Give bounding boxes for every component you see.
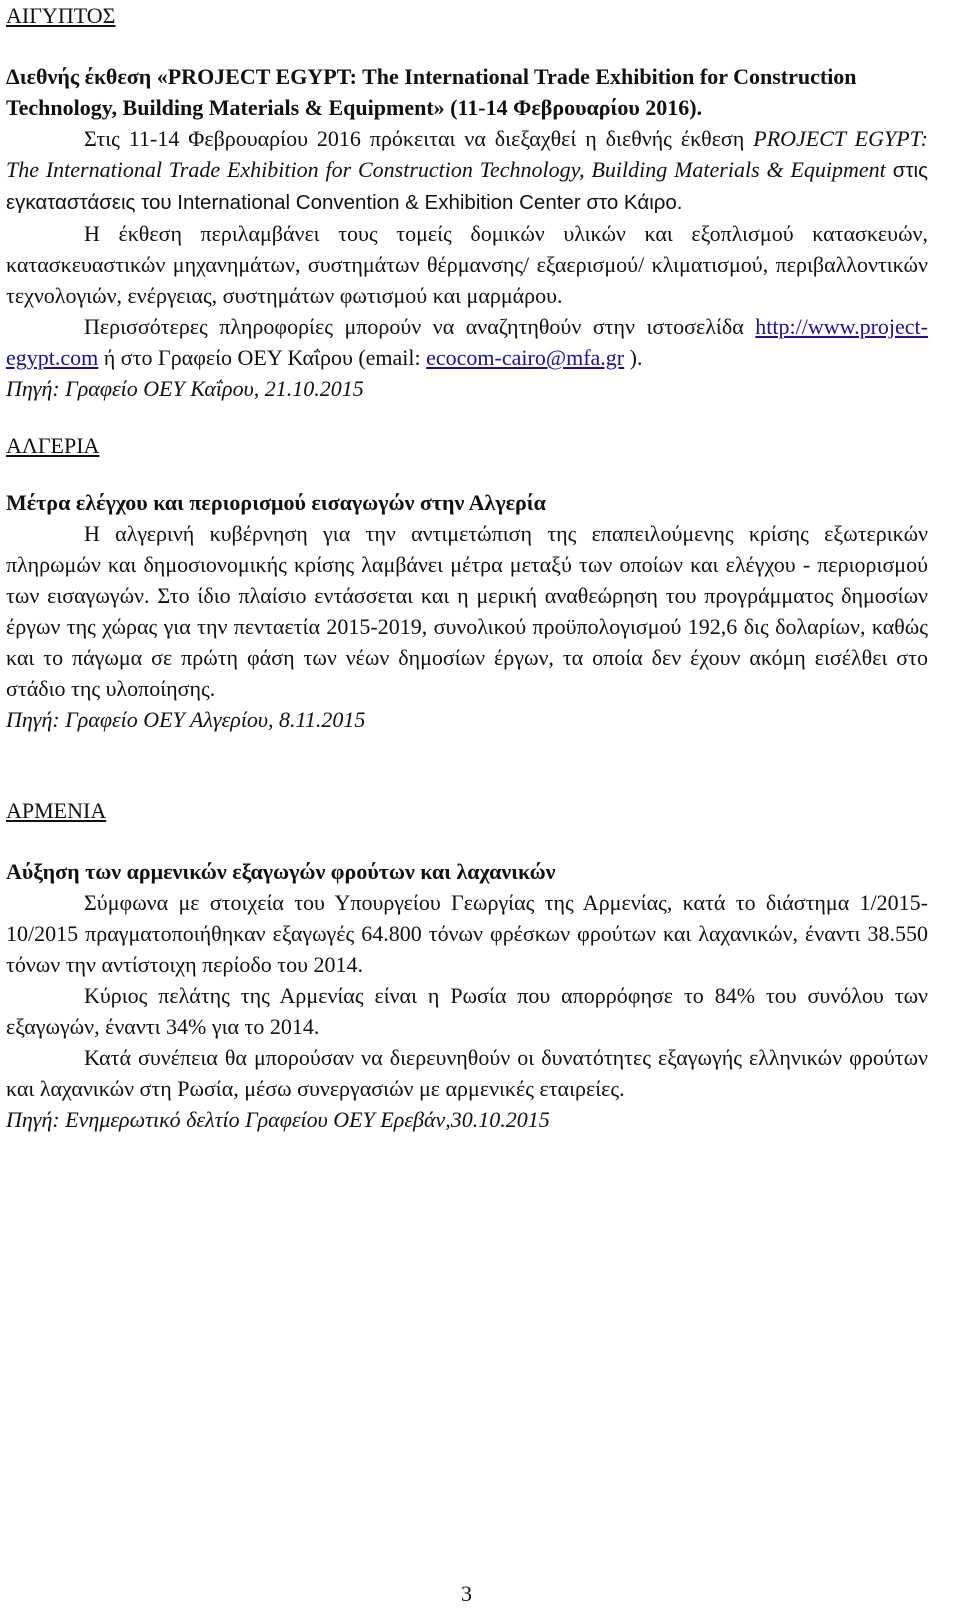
egypt-exhibition-name: PROJECT EGYPT: The International Trade Exhibition for Construction Technology, Building Materials & Equipment: [6, 126, 929, 182]
ecocom-cairo-email-link[interactable]: ecocom-cairo@mfa.gr: [426, 345, 625, 370]
country-heading-egypt: ΑΙΓΥΠΤΟΣ: [6, 3, 116, 28]
headline-algeria: Μέτρα ελέγχου και περιορισμού εισαγωγών στην Αλγερία: [6, 490, 546, 515]
egypt-p3-start: Περισσότερες πληροφορίες μπορούν να αναζητηθούν στην ιστοσελίδα: [84, 314, 756, 339]
paragraph-algeria-1: Η αλγερινή κυβέρνηση για την αντιμετώπιση της επαπειλούμενης κρίσης εξωτερικών πληρωμών και δημοσιονομικής κρίσης λαμβάνει μέτρα μεταξύ των οποίων και ελέγχου - περιορισμού των εισαγωγών. Στο ίδιο πλαίσιο εντάσσεται και η μερική αναθεώρηση του προγράμματος δημοσίων έργων της χώρας για την πενταετία 2015-2019, συνολικού προϋπολογισμού 192,6 δις δολαρίων, καθώς και το πάγωμα σε πρώτη φάση των νέων δημοσίων έργων, τα οποία δεν έχουν ακόμη εισέλθει στο στάδιο της υλοποίησης.: [6, 521, 928, 701]
country-heading-armenia: ΑΡΜΕΝΙΑ: [6, 798, 107, 823]
document-page: [6, 0, 928, 1135]
page-number: 3: [461, 1581, 472, 1606]
paragraph-armenia-3: Κατά συνέπεια θα μπορούσαν να διερευνηθούν οι δυνατότητες εξαγωγής ελληνικών φρούτων και λαχανικών στη Ρωσία, μέσω συνεργασιών με αρμενικές εταιρείες.: [6, 1045, 928, 1101]
section-armenia: [6, 795, 928, 1135]
headline-armenia: Αύξηση των αρμενικών εξαγωγών φρούτων και λαχανικών: [6, 859, 556, 884]
source-algeria: Πηγή: Γραφείο ΟΕΥ Αλγερίου, 8.11.2015: [6, 707, 366, 732]
egypt-p1-end: στις εγκαταστάσεις του International Convention & Exhibition Center στο Κάιρο.: [6, 159, 928, 214]
paragraph-egypt-2: Η έκθεση περιλαμβάνει τους τομείς δομικών υλικών και εξοπλισμού κατασκευών, κατασκευαστικών μηχανημάτων, συστημάτων θέρμανσης/ εξαερισμού/ κλιματισμού, περιβαλλοντικών τεχνολογιών, ενέργειας, συστημάτων φωτισμού και μαρμάρου.: [6, 221, 928, 308]
egypt-p1-start: Στις 11-14 Φεβρουαρίου 2016 πρόκειται να διεξαχθεί η διεθνής έκθεση: [84, 126, 754, 151]
paragraph-egypt-3: [6, 311, 928, 373]
project-egypt-link[interactable]: http://www.project-egypt.com: [6, 314, 928, 370]
country-heading-algeria: ΑΛΓΕΡΙΑ: [6, 433, 100, 458]
source-armenia: Πηγή: Ενημερωτικό δελτίο Γραφείου ΟΕΥ Ερεβάν,30.10.2015: [6, 1107, 550, 1132]
egypt-p3-end: ).: [624, 345, 643, 370]
egypt-p3-mid: ή στο Γραφείο ΟΕΥ Καΐρου (email:: [98, 345, 427, 370]
paragraph-armenia-2: Κύριος πελάτης της Αρμενίας είναι η Ρωσία που απορρόφησε το 84% του συνόλου των εξαγωγών, έναντι 34% για το 2014.: [6, 983, 928, 1039]
source-egypt: Πηγή: Γραφείο ΟΕΥ Καΐρου, 21.10.2015: [6, 376, 364, 401]
paragraph-egypt-1: [6, 123, 928, 218]
section-algeria: [6, 430, 928, 735]
headline-egypt: Διεθνής έκθεση «PROJECT EGYPT: The International Trade Exhibition for Construction Technology, Building Materials & Equipment» (11-14 Φεβρουαρίου 2016).: [6, 64, 857, 120]
section-egypt: [6, 0, 928, 404]
paragraph-armenia-1: Σύμφωνα με στοιχεία του Υπουργείου Γεωργίας της Αρμενίας, κατά το διάστημα 1/2015-10/2015 πραγματοποιήθηκαν εξαγωγές 64.800 τόνων φρέσκων φρούτων και λαχανικών, έναντι 38.550 τόνων την αντίστοιχη περίοδο του 2014.: [6, 890, 928, 977]
